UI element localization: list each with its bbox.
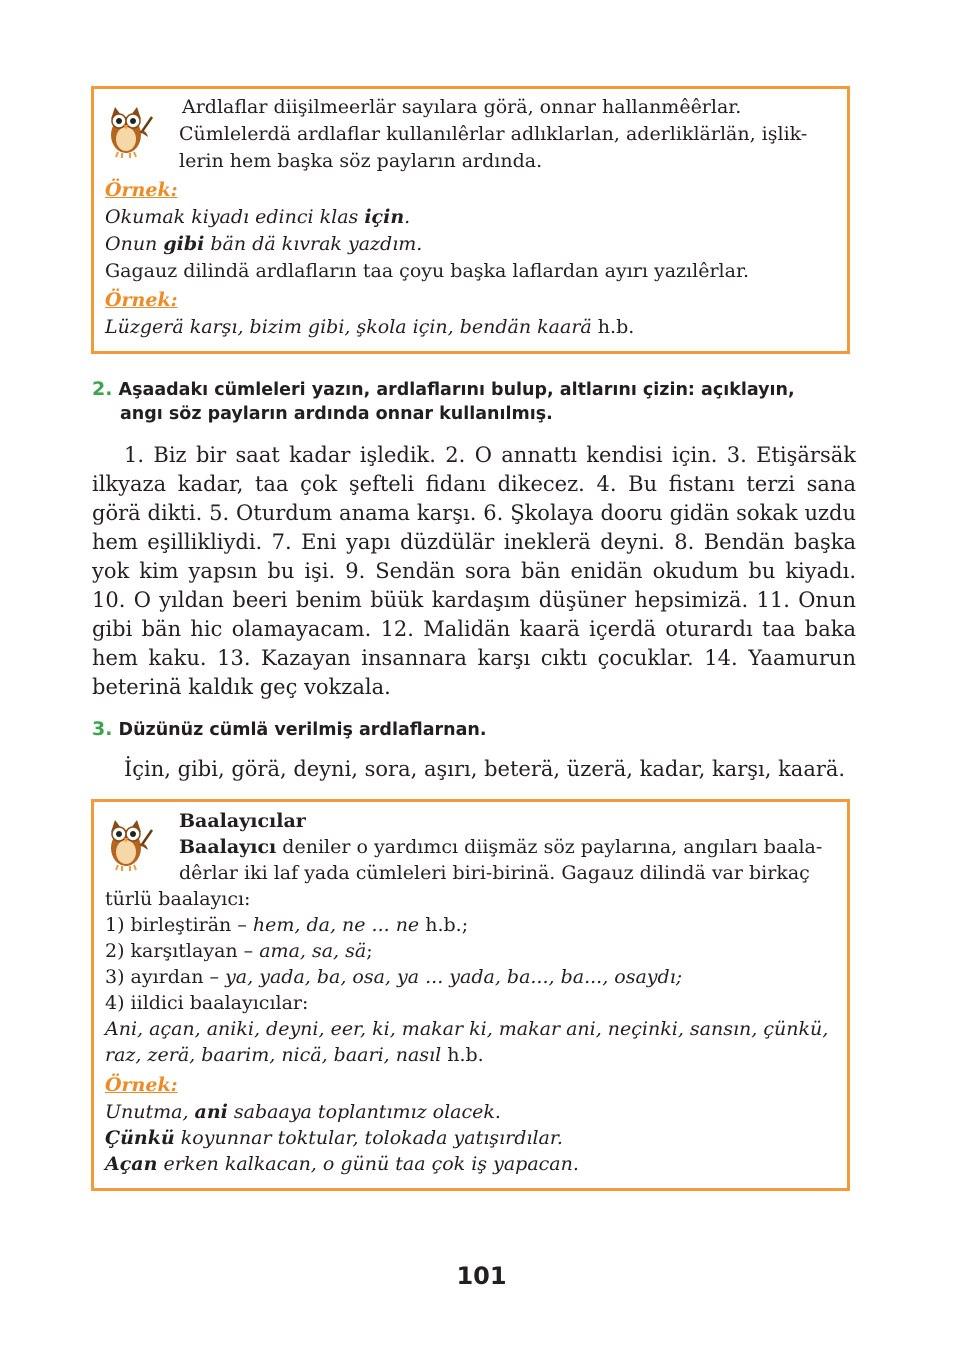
page-number: 101	[456, 1262, 507, 1290]
owl-icon	[102, 810, 156, 872]
intro-line-1: Ardlaflar diişilmeerlär sayılara görä, onnar hallanmêêrlar.	[182, 96, 742, 118]
rule-sentence: Gagauz dilindä ardlafların taa çoyu başka laflardan ayırı yazılêrlar.	[105, 260, 749, 282]
text-line: ilkyaza kadar, taa çok şefteli fidanı dikecez. 4. Bu fistanı terzi sana	[92, 472, 856, 496]
example-line-2: Çünkü koyunnar toktular, tolokada yatışırdılar.	[105, 1127, 563, 1149]
example-line-2: Onun gibi bän dä kıvrak yazdım.	[105, 233, 423, 255]
exercise-number: 3.	[92, 718, 113, 740]
text-line: 1. Biz bir saat kadar işledik. 2. O annattı kendisi için. 3. Etişärsäk	[124, 443, 856, 467]
list-item-2: 2) karşıtlayan – ama, sa, sä;	[105, 940, 373, 962]
ornek-label: Örnek:	[105, 1074, 178, 1096]
text-line: beterinä kaldık geç vokzala.	[92, 675, 391, 699]
example-line-1: Okumak kiyadı edinci klas için.	[105, 206, 411, 228]
exercise-3-words: İçin, gibi, görä, deyni, sora, aşırı, beterä, üzerä, kadar, karşı, kaarä.	[124, 757, 846, 781]
owl-icon	[102, 97, 156, 159]
conjunction-list-1: Ani, açan, aniki, deyni, eer, ki, makar ki, makar ani, neçinki, sansın, çünkü,	[105, 1018, 829, 1040]
list-item-3: 3) ayırdan – ya, yada, ba, osa, ya ... yada, ba..., ba..., osaydı;	[105, 966, 683, 988]
definition-line-2: dêrlar iki laf yada cümleleri biri-birinä. Gagauz dilindä var birkaç	[179, 862, 810, 884]
list-item-1: 1) birleştirän – hem, da, ne ... ne h.b.;	[105, 914, 469, 936]
text-line: gibi bän hic olamayacam. 12. Malidän kaarä içerdä oturardı taa baka	[92, 617, 856, 641]
example-line-3: Lüzgerä karşı, bizim gibi, şkola için, bendän kaarä h.b.	[105, 316, 635, 338]
text-line: hem eşillikliydi. 7. Eni yapı düzdülär ineklerä deyni. 8. Bendän başka	[92, 530, 856, 554]
intro-line-2: Cümlelerdä ardlaflar kullanılêrlar adlıklarlan, aderliklärlän, işlik-	[179, 123, 808, 145]
example-line-1: Unutma, ani sabaaya toplantımız olacek.	[105, 1101, 501, 1123]
text-line: hem kaku. 13. Kazayan insannara karşı cıktı çocuklar. 14. Yaamurun	[92, 646, 856, 670]
box-title: Baalayıcılar	[179, 810, 306, 832]
exercise-3-heading: 3. Düzünüz cümlä verilmiş ardlaflarnan.	[92, 718, 487, 740]
exercise-2-text	[92, 441, 856, 702]
rule-box-baalayicilar	[91, 799, 850, 1191]
rule-box-ardlaflar	[91, 86, 850, 354]
ornek-label-2: Örnek:	[105, 289, 178, 311]
example-line-3: Açan erken kalkacan, o günü taa çok iş yapacan.	[105, 1153, 579, 1175]
list-item-4: 4) iildici baalayıcılar:	[105, 992, 309, 1014]
text-line: 10. O yıldan beeri benim büük kardaşım düşüner hepsimizä. 11. Onun	[92, 588, 856, 612]
definition-line-1: Baalayıcı deniler o yardımcı diişmäz söz paylarına, angıları baala-	[179, 836, 823, 858]
exercise-number: 2.	[92, 378, 113, 400]
conjunction-list-2: raz, zerä, baarim, nicä, baari, nasıl h.b.	[105, 1044, 484, 1066]
definition-line-3: türlü baalayıcı:	[105, 888, 251, 910]
text-line: yok kim yapsın bu işi. 9. Sendän sora bän enidän okudum bu kiyadı.	[92, 559, 856, 583]
exercise-2-heading: 2. Aşaadakı cümleleri yazın, ardlaflarını bulup, altlarını çizin: açıklayın,	[92, 378, 795, 400]
text-line: görä dikti. 5. Oturdum anama karşı. 6. Şkolaya dooru gidän sokak uzdu	[92, 501, 856, 525]
exercise-2-heading-cont: angı söz payların ardında onnar kullanılmış.	[120, 404, 553, 424]
ornek-label: Örnek:	[105, 179, 178, 201]
intro-line-3: lerin hem başka söz payların ardında.	[179, 150, 543, 172]
